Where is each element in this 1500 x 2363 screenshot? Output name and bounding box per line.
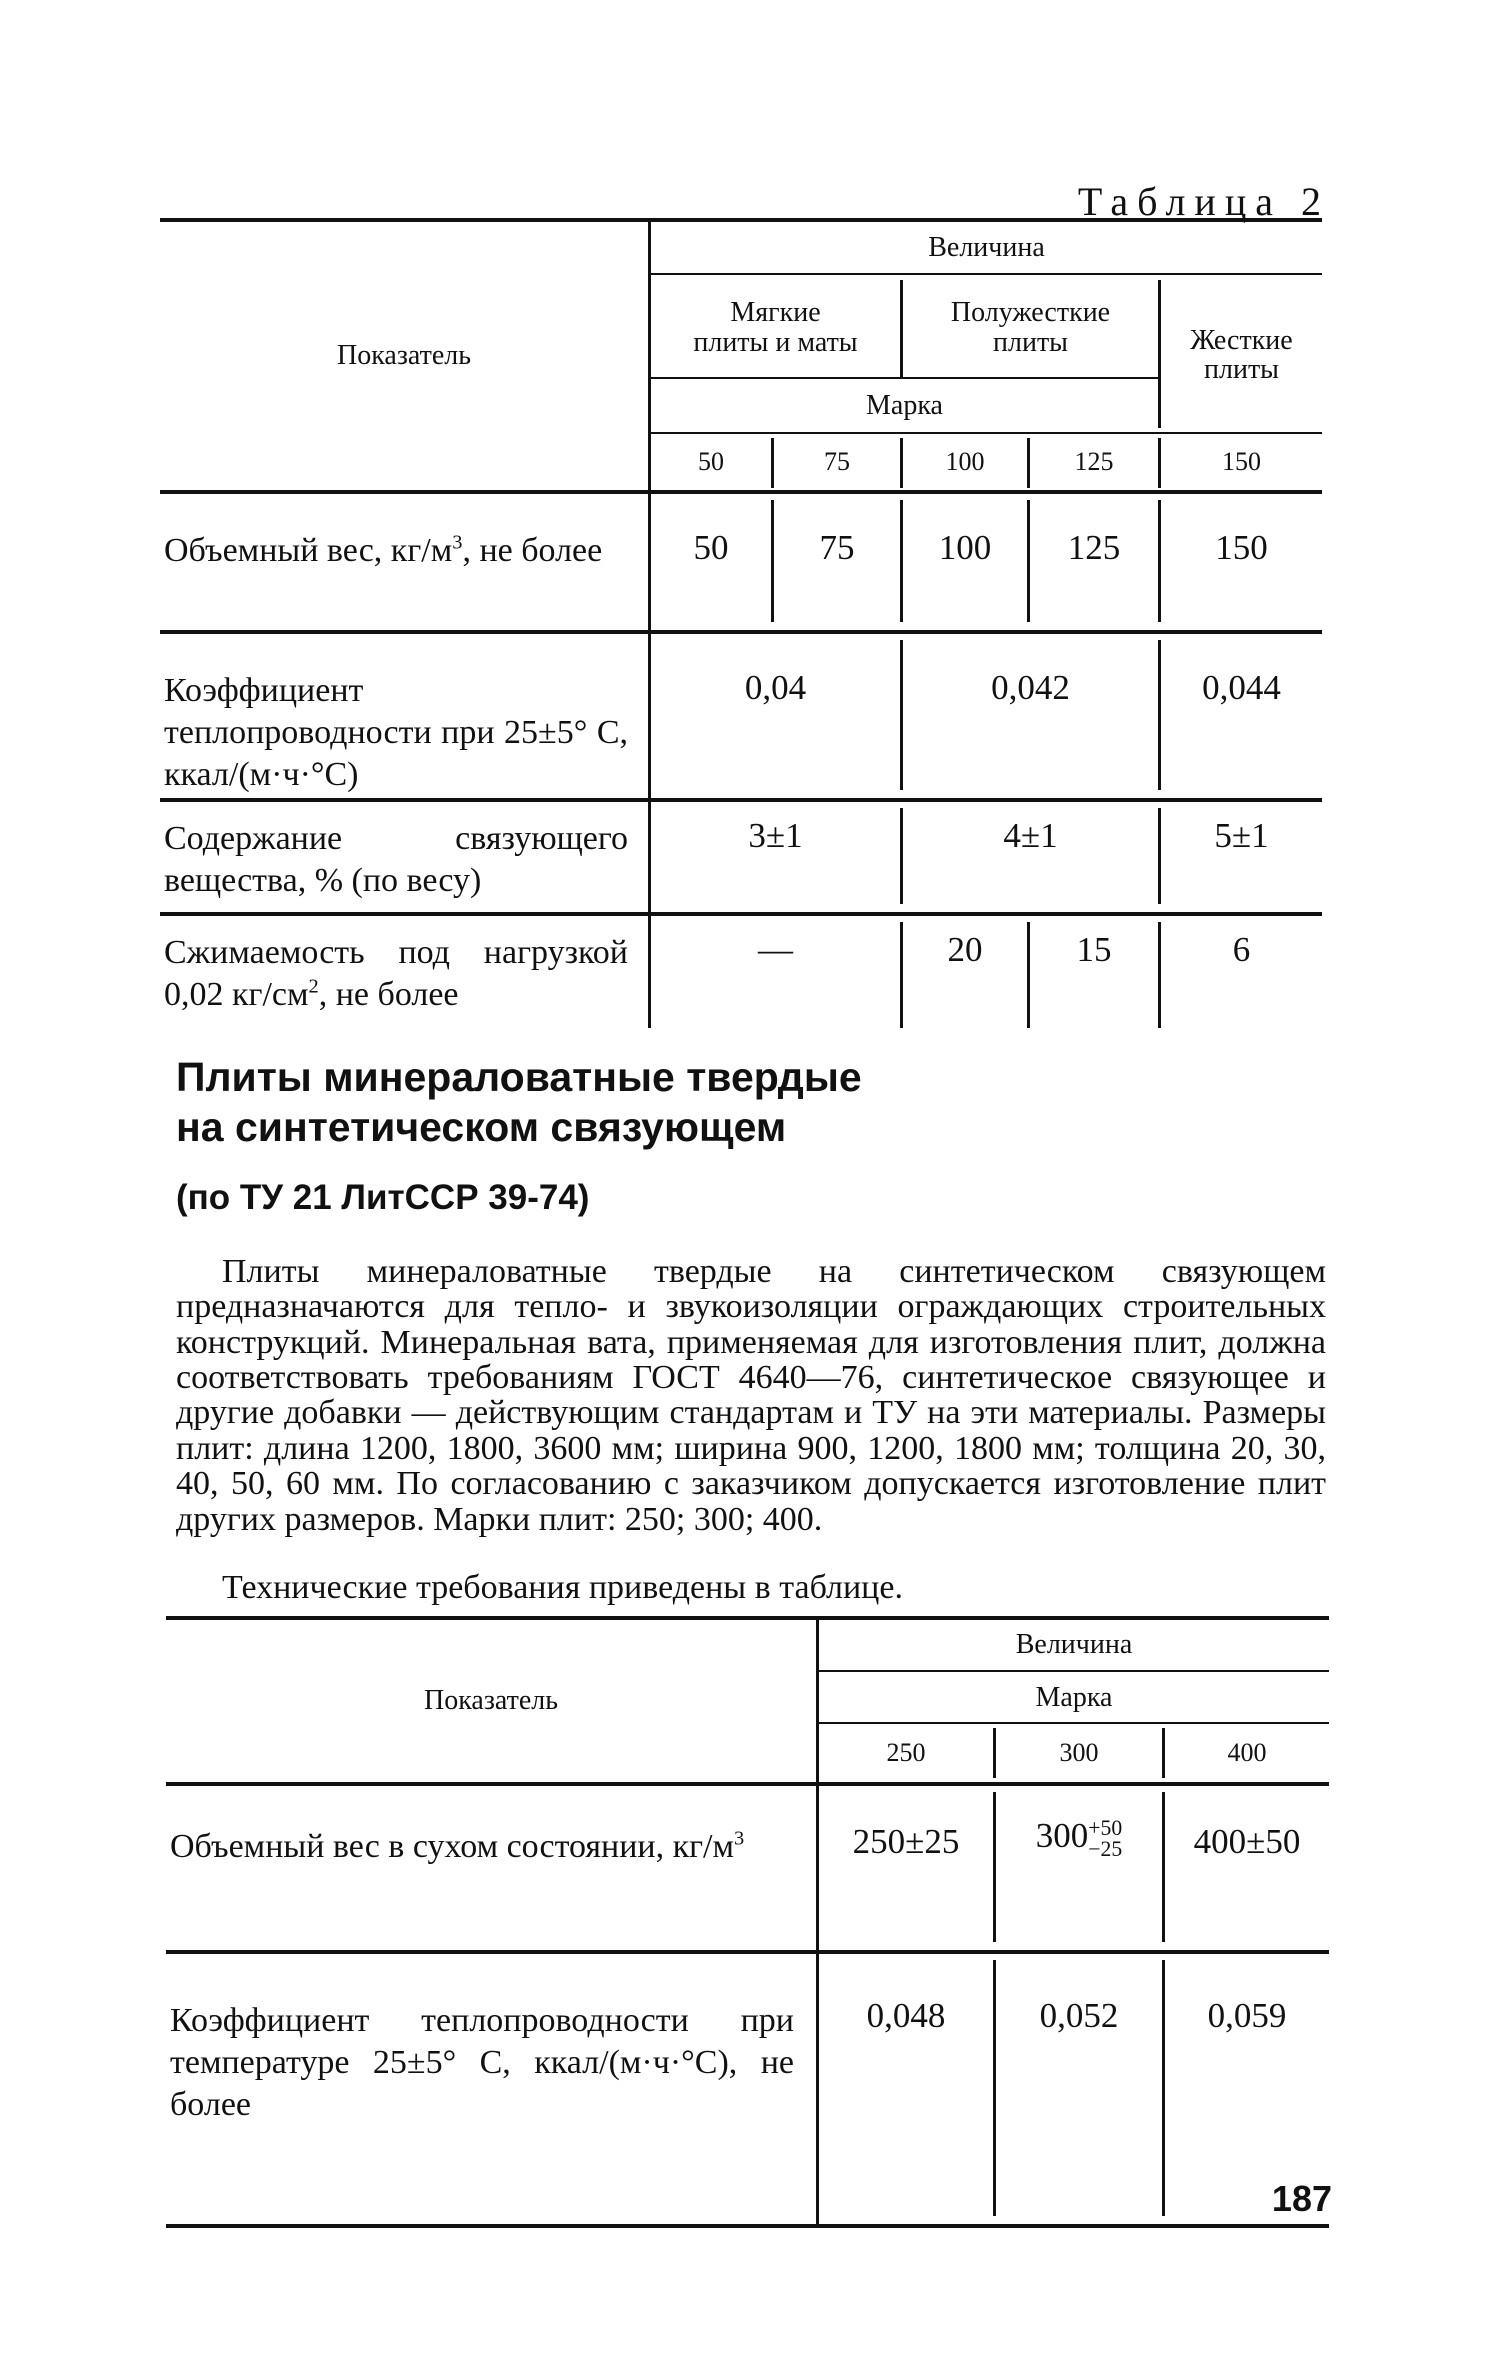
header-indicator: Показатель (337, 340, 471, 372)
header-bottom-rule (166, 1782, 1329, 1786)
section-subheading: (по ТУ 21 ЛитССР 39-74) (176, 1178, 590, 1217)
grade-cell: 125 (1074, 447, 1114, 477)
grade-cell: 75 (824, 447, 850, 477)
header-grade: Марка (1035, 1681, 1113, 1713)
header-rule (816, 1670, 1329, 1672)
row-label: Коэффициент теплопроводности при 25±5° С, ккал/(м·ч·°С) (164, 672, 628, 793)
header-magnitude: Величина (928, 231, 1045, 263)
header-rule (648, 273, 1322, 275)
table-cell: 300 +50 −25 (1035, 1816, 1123, 1861)
table-cell: 100 (938, 528, 992, 567)
table-cell: 150 (1215, 528, 1268, 567)
table-bottom-rule (166, 2224, 1329, 2228)
column-rule (993, 1792, 996, 1942)
grade-cell: 300 (1059, 1738, 1099, 1768)
grade-cell: 50 (698, 447, 724, 477)
table-cell: 125 (1067, 528, 1121, 567)
table-cell: 5±1 (1214, 816, 1269, 855)
section-heading (176, 1052, 896, 1152)
row-label: Объемный вес, $кг/м^3$, не более (164, 531, 603, 569)
grade-cell: 100 (945, 447, 985, 477)
row-rule (166, 1950, 1329, 1954)
row-label: Объемный вес в сухом состоянии, $кг/м^3$ (170, 1827, 745, 1865)
table-cell: 6 (1232, 930, 1251, 969)
table-cell: 3±1 (748, 816, 803, 855)
table-caption: Таблица 2 (1077, 179, 1330, 224)
row-label: Сжимаемость под нагрузкой 0,02 $кг/см^2$, не более (164, 934, 628, 1013)
heading-line: на синтетическом связующем (176, 1104, 787, 1151)
heading-line: Плиты минераловатные твердые (176, 1054, 862, 1100)
column-rule (1162, 1792, 1165, 1942)
body-paragraph: Технические требования приведены в таблице. (222, 1569, 903, 1606)
grade-cell: 150 (1222, 447, 1261, 477)
header-grade: Марка (866, 389, 943, 421)
column-rule (900, 640, 903, 790)
technical-requirements-table (166, 1616, 1329, 2226)
header-bottom-rule (160, 490, 1322, 494)
table-cell: 250±25 (852, 1822, 960, 1861)
table-cell: 0,042 (991, 668, 1070, 707)
page-number: 187 (1271, 2178, 1332, 2219)
row-rule (160, 912, 1322, 916)
grade-cell: 250 (886, 1738, 926, 1768)
table-cell: 50 (693, 528, 729, 567)
row-label: Коэффициент теплопроводности при температуре 25±5° С, ккал/(м·ч·°С), не более (170, 2002, 794, 2123)
body-paragraph: Плиты минераловатные твердые на синтетическом связующем предназначаются для тепло- и звукоизоляции ограждающих строительных конструкций. Минеральная вата, применяемая для изготовления плит, должна соответствовать требованиям ГОСТ 4640—76, синтетическое связующее и другие добавки — действующим стандартам и ТУ на эти материалы. Размеры плит: длина 1200, 1800, 3600 мм; ширина 900, 1200, 1800 мм; толщина 20, 30, 40, 50, 60 мм. По согласованию с заказчиком допускается изготовление плит других размеров. Марки плит: 250; 300; 400. (176, 1253, 1326, 1538)
table-cell: 0,044 (1202, 668, 1281, 707)
header-soft-plates: Мягкие плиты и маты (693, 297, 858, 358)
table-cell: 20 (947, 930, 983, 969)
table-cell: 75 (819, 528, 855, 567)
column-rule (1158, 640, 1161, 790)
header-rigid-plates: Жесткие плиты (1190, 324, 1293, 385)
tolerance: +50 −25 (1088, 1816, 1123, 1861)
table-cell: 400±50 (1193, 1822, 1301, 1861)
header-indicator: Показатель (424, 1685, 558, 1717)
row-rule (160, 630, 1322, 634)
table-cell: 0,052 (1039, 1996, 1119, 2035)
table-cell: 15 (1076, 930, 1112, 969)
header-magnitude: Величина (1015, 1629, 1133, 1661)
row-label: Содержание связующего вещества, % (по весу) (164, 820, 628, 899)
table-cell: 0,059 (1207, 1996, 1287, 2035)
table-cell: 0,04 (744, 668, 807, 707)
header-semi-rigid-plates: Полужесткие плиты (950, 297, 1111, 358)
table-cell: 0,048 (866, 1996, 946, 2035)
grade-cell: 400 (1227, 1738, 1267, 1768)
table-cell: 4±1 (1003, 816, 1058, 855)
table-cell: — (758, 930, 793, 969)
row-rule (160, 798, 1322, 802)
properties-table-2 (160, 218, 1322, 1028)
